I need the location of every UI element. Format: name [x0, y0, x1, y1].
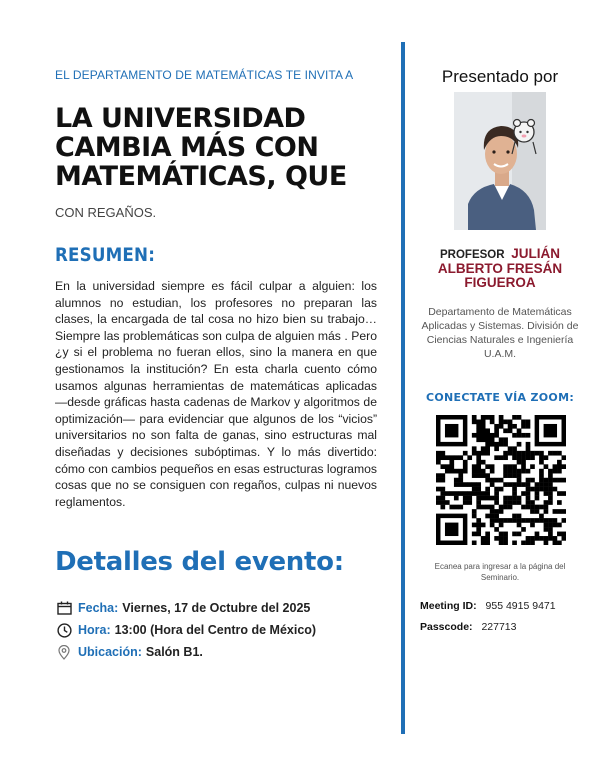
fecha-value: Viernes, 17 de Octubre del 2025	[122, 601, 311, 615]
speaker-name-line-1: JULIÁN	[511, 246, 560, 261]
meeting-id-label: Meeting ID:	[420, 600, 477, 612]
event-title	[55, 104, 385, 191]
calendar-icon	[55, 600, 73, 616]
hora-label: Hora:	[78, 623, 111, 637]
event-title-line-1: LA UNIVERSIDAD	[55, 103, 306, 134]
presentado-por-heading: Presentado por	[441, 67, 559, 86]
resumen-heading: RESUMEN:	[55, 244, 156, 266]
fecha-label: Fecha:	[78, 601, 119, 615]
speaker-name-line-3: FIGUEROA	[464, 275, 536, 290]
location-pin-icon	[55, 644, 73, 660]
column-divider	[401, 42, 405, 734]
detail-fecha	[55, 600, 310, 616]
resumen-text: En la universidad siempre es fácil culpar a alguien: los alumnos no estudian, los profesores no preparan las clases, la encargada de tal cosa no hizo bien su trabajo… Siempre las problemáticas son culpa de alguien más . Pero ¿y si el problema no fueran ellos, sino la manera en que gestionamos la institución? En esta charla cuento cómo usamos algunas herramientas de matemáticas aplicadas —desde gráficas hasta cadenas de Markov y algoritmos de optimización— para evidenciar que algunos de los “vicios” universitarios no son falta de ganas, sino estructuras mal diseñadas y decisiones subóptimas. Y lo más divertido: cómo con cambios pequeños en esas estructuras logramos cosas que no se consiguen con regaños, culpas ni nuevos reglamentos.	[55, 279, 377, 509]
speaker-name-line-2: ALBERTO FRESÁN	[437, 261, 563, 276]
event-title-line-2: CAMBIA MÁS CON	[55, 132, 319, 163]
meeting-passcode	[420, 621, 517, 633]
speaker-prefix: PROFESOR	[440, 249, 505, 261]
event-subtitle: CON REGAÑOS.	[55, 205, 157, 220]
invitation-kicker: EL DEPARTAMENTO DE MATEMÁTICAS TE INVITA A	[55, 68, 354, 82]
hora-value: 13:00 (Hora del Centro de México)	[114, 623, 317, 637]
passcode-label: Passcode:	[420, 621, 473, 633]
speaker-photo	[454, 92, 546, 230]
ubicacion-label: Ubicación:	[78, 645, 142, 659]
zoom-heading: CONECTATE VÍA ZOOM:	[425, 391, 575, 404]
meeting-id	[420, 600, 556, 612]
speaker-affiliation: Departamento de Matemáticas Aplicadas y Sistemas. División de Ciencias Naturales e Ingeniería U.A.M.	[421, 306, 579, 360]
qr-caption: Ecanea para ingresar a la página del Seminario.	[434, 562, 566, 582]
detail-ubicacion	[55, 644, 203, 660]
clock-icon	[55, 622, 73, 638]
zoom-qr-code[interactable]	[436, 415, 566, 545]
ubicacion-value: Salón B1.	[145, 645, 203, 659]
detail-hora	[55, 622, 316, 638]
passcode-value: 227713	[481, 621, 517, 633]
details-heading: Detalles del evento:	[55, 547, 344, 577]
meeting-id-value: 955 4915 9471	[485, 600, 556, 612]
speaker-name	[416, 247, 584, 290]
event-title-line-3: MATEMÁTICAS, QUE	[55, 161, 347, 192]
